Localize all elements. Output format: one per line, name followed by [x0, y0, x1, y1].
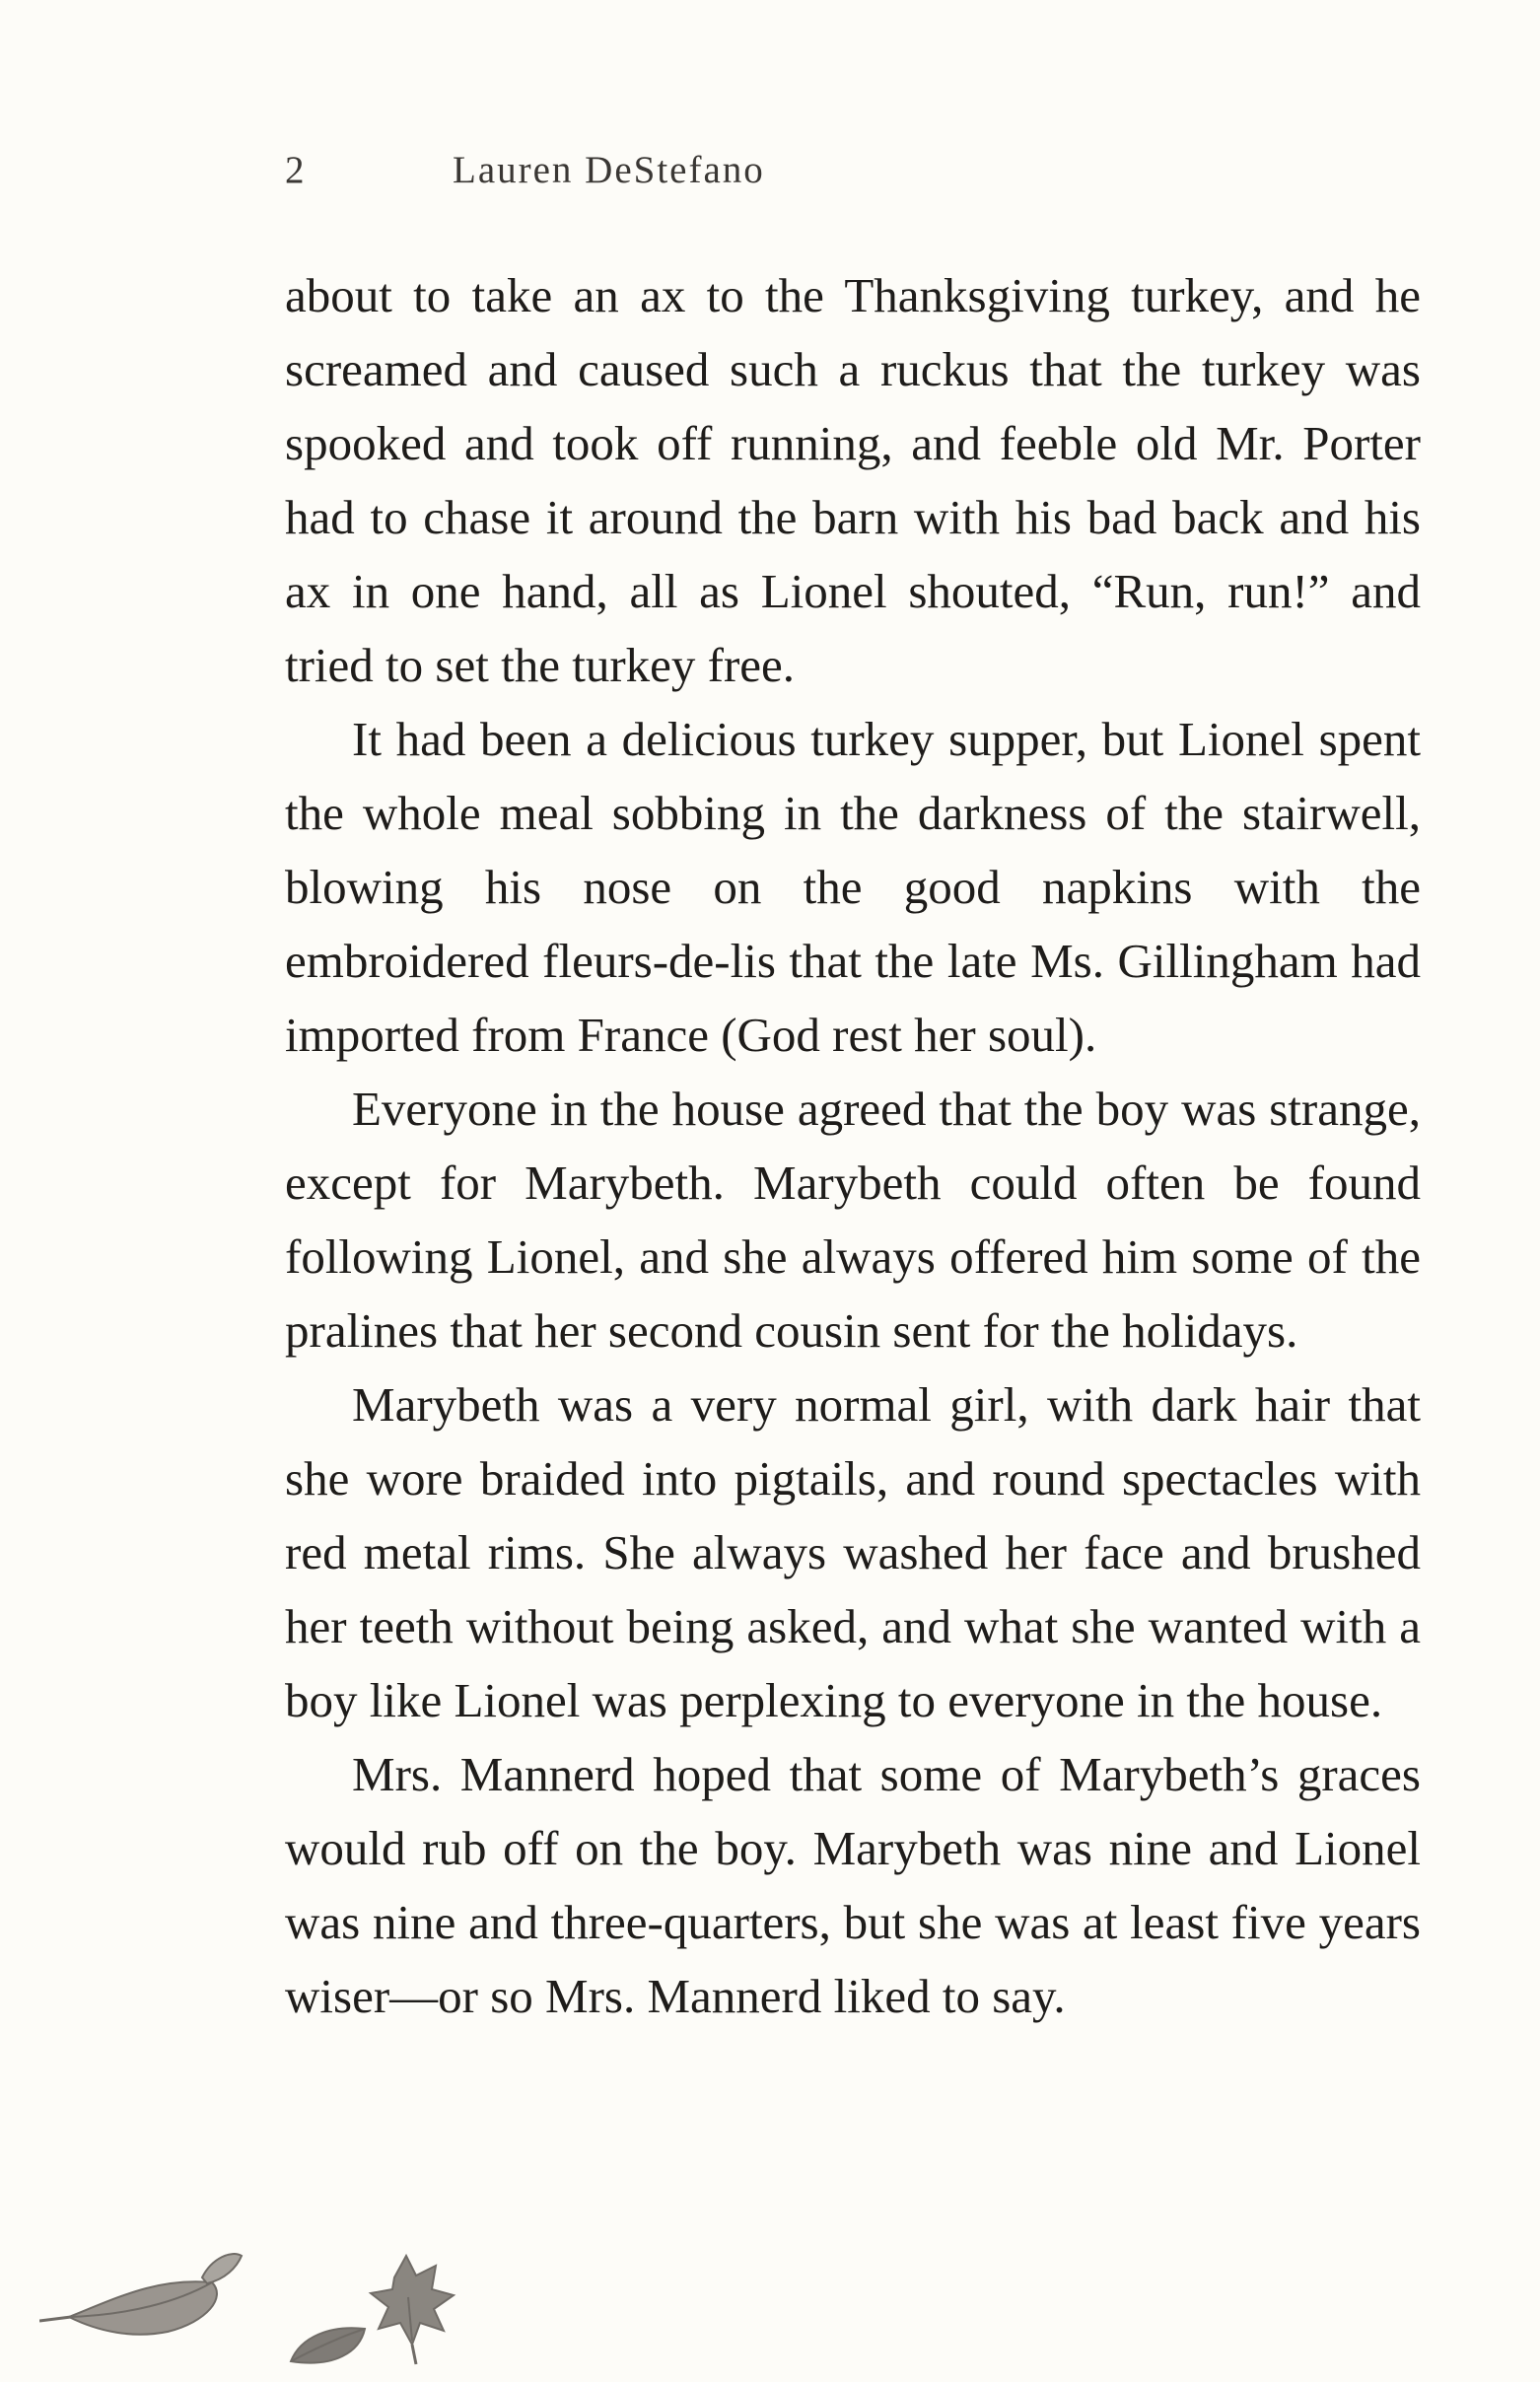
paragraph-1: about to take an ax to the Thanksgiving turkey, and he screamed and caused such a ruckus that the turkey was spooked and took off running, and feeble old Mr. Porter had to chase it around the barn with his bad back and his ax in one hand, all as Lionel shouted, “Run, run!” and tried to set the turkey free. — [285, 268, 1421, 692]
falling-leaves-icon — [39, 2238, 473, 2376]
paragraph-3: Everyone in the house agreed that the boy was strange, except for Marybeth. Marybeth could often be found following Lionel, and she always offered him some of the pralines that her second cousin sent for the holidays. — [285, 1082, 1421, 1358]
paragraph-2: It had been a delicious turkey supper, but Lionel spent the whole meal sobbing in the darkness of the stairwell, blowing his nose on the good napkins with the embroidered fleurs-de-lis that the late Ms. Gillingham had imported from France (God rest her soul). — [285, 712, 1421, 1062]
body-text — [285, 258, 1421, 2033]
running-head — [285, 148, 765, 192]
paragraph-5: Mrs. Mannerd hoped that some of Marybeth’s graces would rub off on the boy. Marybeth was nine and Lionel was nine and three-quarters, but she was at least five years wiser—or so Mrs. Mannerd liked to say. — [285, 1747, 1421, 2023]
paragraph-4: Marybeth was a very normal girl, with dark hair that she wore braided into pigtails, and round spectacles with red metal rims. She always washed her face and brushed her teeth without being asked, and what she wanted with a boy like Lionel was perplexing to everyone in the house. — [285, 1377, 1421, 1727]
page-number: 2 — [285, 149, 307, 191]
author-name: Lauren DeStefano — [453, 149, 765, 191]
